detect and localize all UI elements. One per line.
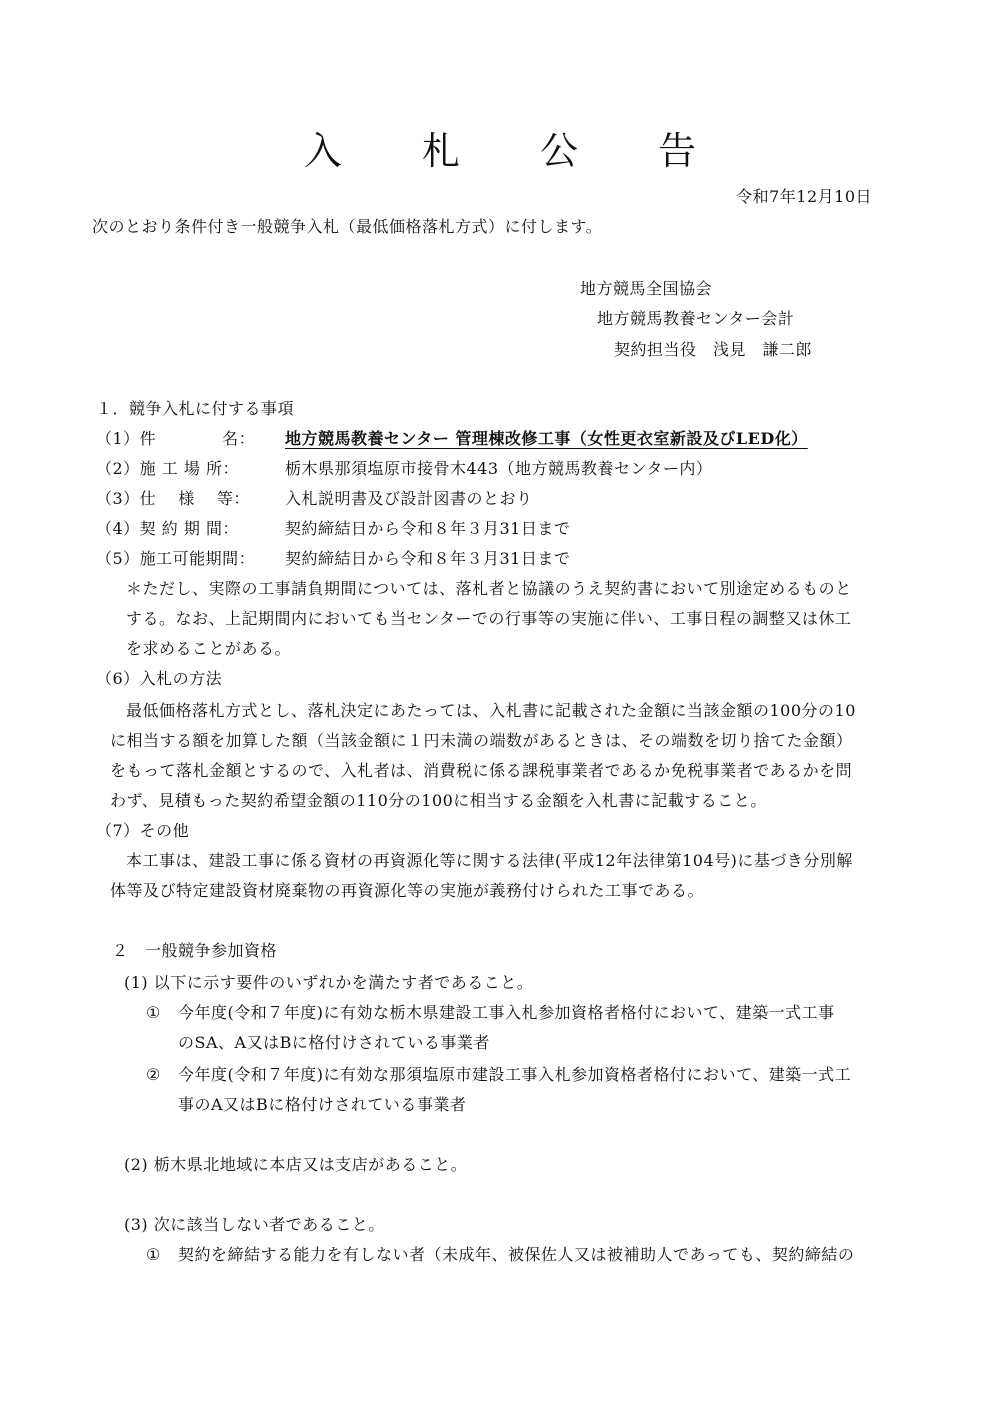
list-marker: ①	[146, 1245, 161, 1264]
item-value-location: 栃木県那須塩原市接骨木443（地方競馬教養センター内）	[285, 459, 713, 478]
note-line: ＊ただし、実際の工事請負期間については、落札者と協議のうえ契約書において別途定めるものと	[126, 579, 852, 598]
item-label: （3）仕 様 等：	[96, 489, 250, 508]
list-marker: ①	[146, 1003, 161, 1022]
item6-text-line: をもって落札金額とするので、入札者は、消費税に係る課税事業者であるか免税事業者であるかを問	[110, 761, 853, 780]
section2-p3: (3) 次に該当しない者であること。	[124, 1215, 385, 1234]
item-value-spec: 入札説明書及び設計図書のとおり	[285, 489, 533, 508]
issuer-official: 契約担当役 浅見 謙二郎	[614, 340, 813, 359]
section2-heading: ２ 一般競争参加資格	[112, 941, 278, 960]
item6-label: （6）入札の方法	[96, 669, 223, 688]
issuer-org: 地方競馬全国協会	[580, 279, 713, 298]
p1-item1-line: 今年度(令和７年度)に有効な栃木県建設工事入札参加資格者格付において、建築一式工事	[178, 1003, 835, 1022]
p3-item1-line: 契約を締結する能力を有しない者（未成年、被保佐人又は被補助人であっても、契約締結の	[178, 1245, 855, 1264]
item7-text-line: 体等及び特定建設資材廃棄物の再資源化等の実施が義務付けられた工事である。	[110, 881, 705, 900]
p1-item2-line: 事のA又はBに格付けされている事業者	[178, 1095, 467, 1114]
item-label: （1）件 名：	[96, 429, 256, 448]
section1-heading: １．競争入札に付する事項	[96, 399, 295, 418]
item-value-project-name: 地方競馬教養センター 管理棟改修工事（女性更衣室新設及びLED化）	[285, 429, 808, 448]
notice-date: 令和7年12月10日	[736, 187, 872, 206]
note-line: する。なお、上記期間内においても当センターでの行事等の実施に伴い、工事日程の調整又は休工	[126, 609, 852, 628]
section2-p1: (1) 以下に示す要件のいずれかを満たす者であること。	[124, 973, 534, 992]
item7-label: （7）その他	[96, 821, 190, 840]
item-value-work-period: 契約締結日から令和８年３月31日まで	[285, 549, 571, 568]
p1-item1-line: のSA、A又はBに格付けされている事業者	[178, 1033, 490, 1052]
intro-text: 次のとおり条件付き一般競争入札（最低価格落札方式）に付します。	[92, 217, 603, 236]
page-title: 入 札 公 告	[303, 129, 731, 173]
note-line: を求めることがある。	[126, 639, 292, 658]
item6-text-line: に相当する額を加算した額（当該金額に１円未満の端数があるときは、その端数を切り捨てた金額）	[110, 731, 853, 750]
item-label: （2）施 工 場 所：	[96, 459, 239, 478]
p1-item2-line: 今年度(令和７年度)に有効な那須塩原市建設工事入札参加資格者格付において、建築一式工	[178, 1065, 852, 1084]
item-value-contract-period: 契約締結日から令和８年３月31日まで	[285, 519, 571, 538]
issuer-dept: 地方競馬教養センター会計	[597, 309, 795, 328]
item6-text-line: わず、見積もった契約希望金額の110分の100に相当する金額を入札書に記載すること。	[110, 791, 767, 810]
item-label: （4）契 約 期 間：	[96, 519, 239, 538]
item6-text-line: 最低価格落札方式とし、落札決定にあたっては、入札書に記載された金額に当該金額の100分の10	[126, 701, 856, 720]
section2-p2: (2) 栃木県北地域に本店又は支店があること。	[124, 1155, 468, 1174]
item7-text-line: 本工事は、建設工事に係る資材の再資源化等に関する法律(平成12年法律第104号)に基づき分別解	[126, 851, 853, 870]
list-marker: ②	[146, 1065, 161, 1084]
item-label: （5）施工可能期間：	[96, 549, 256, 568]
